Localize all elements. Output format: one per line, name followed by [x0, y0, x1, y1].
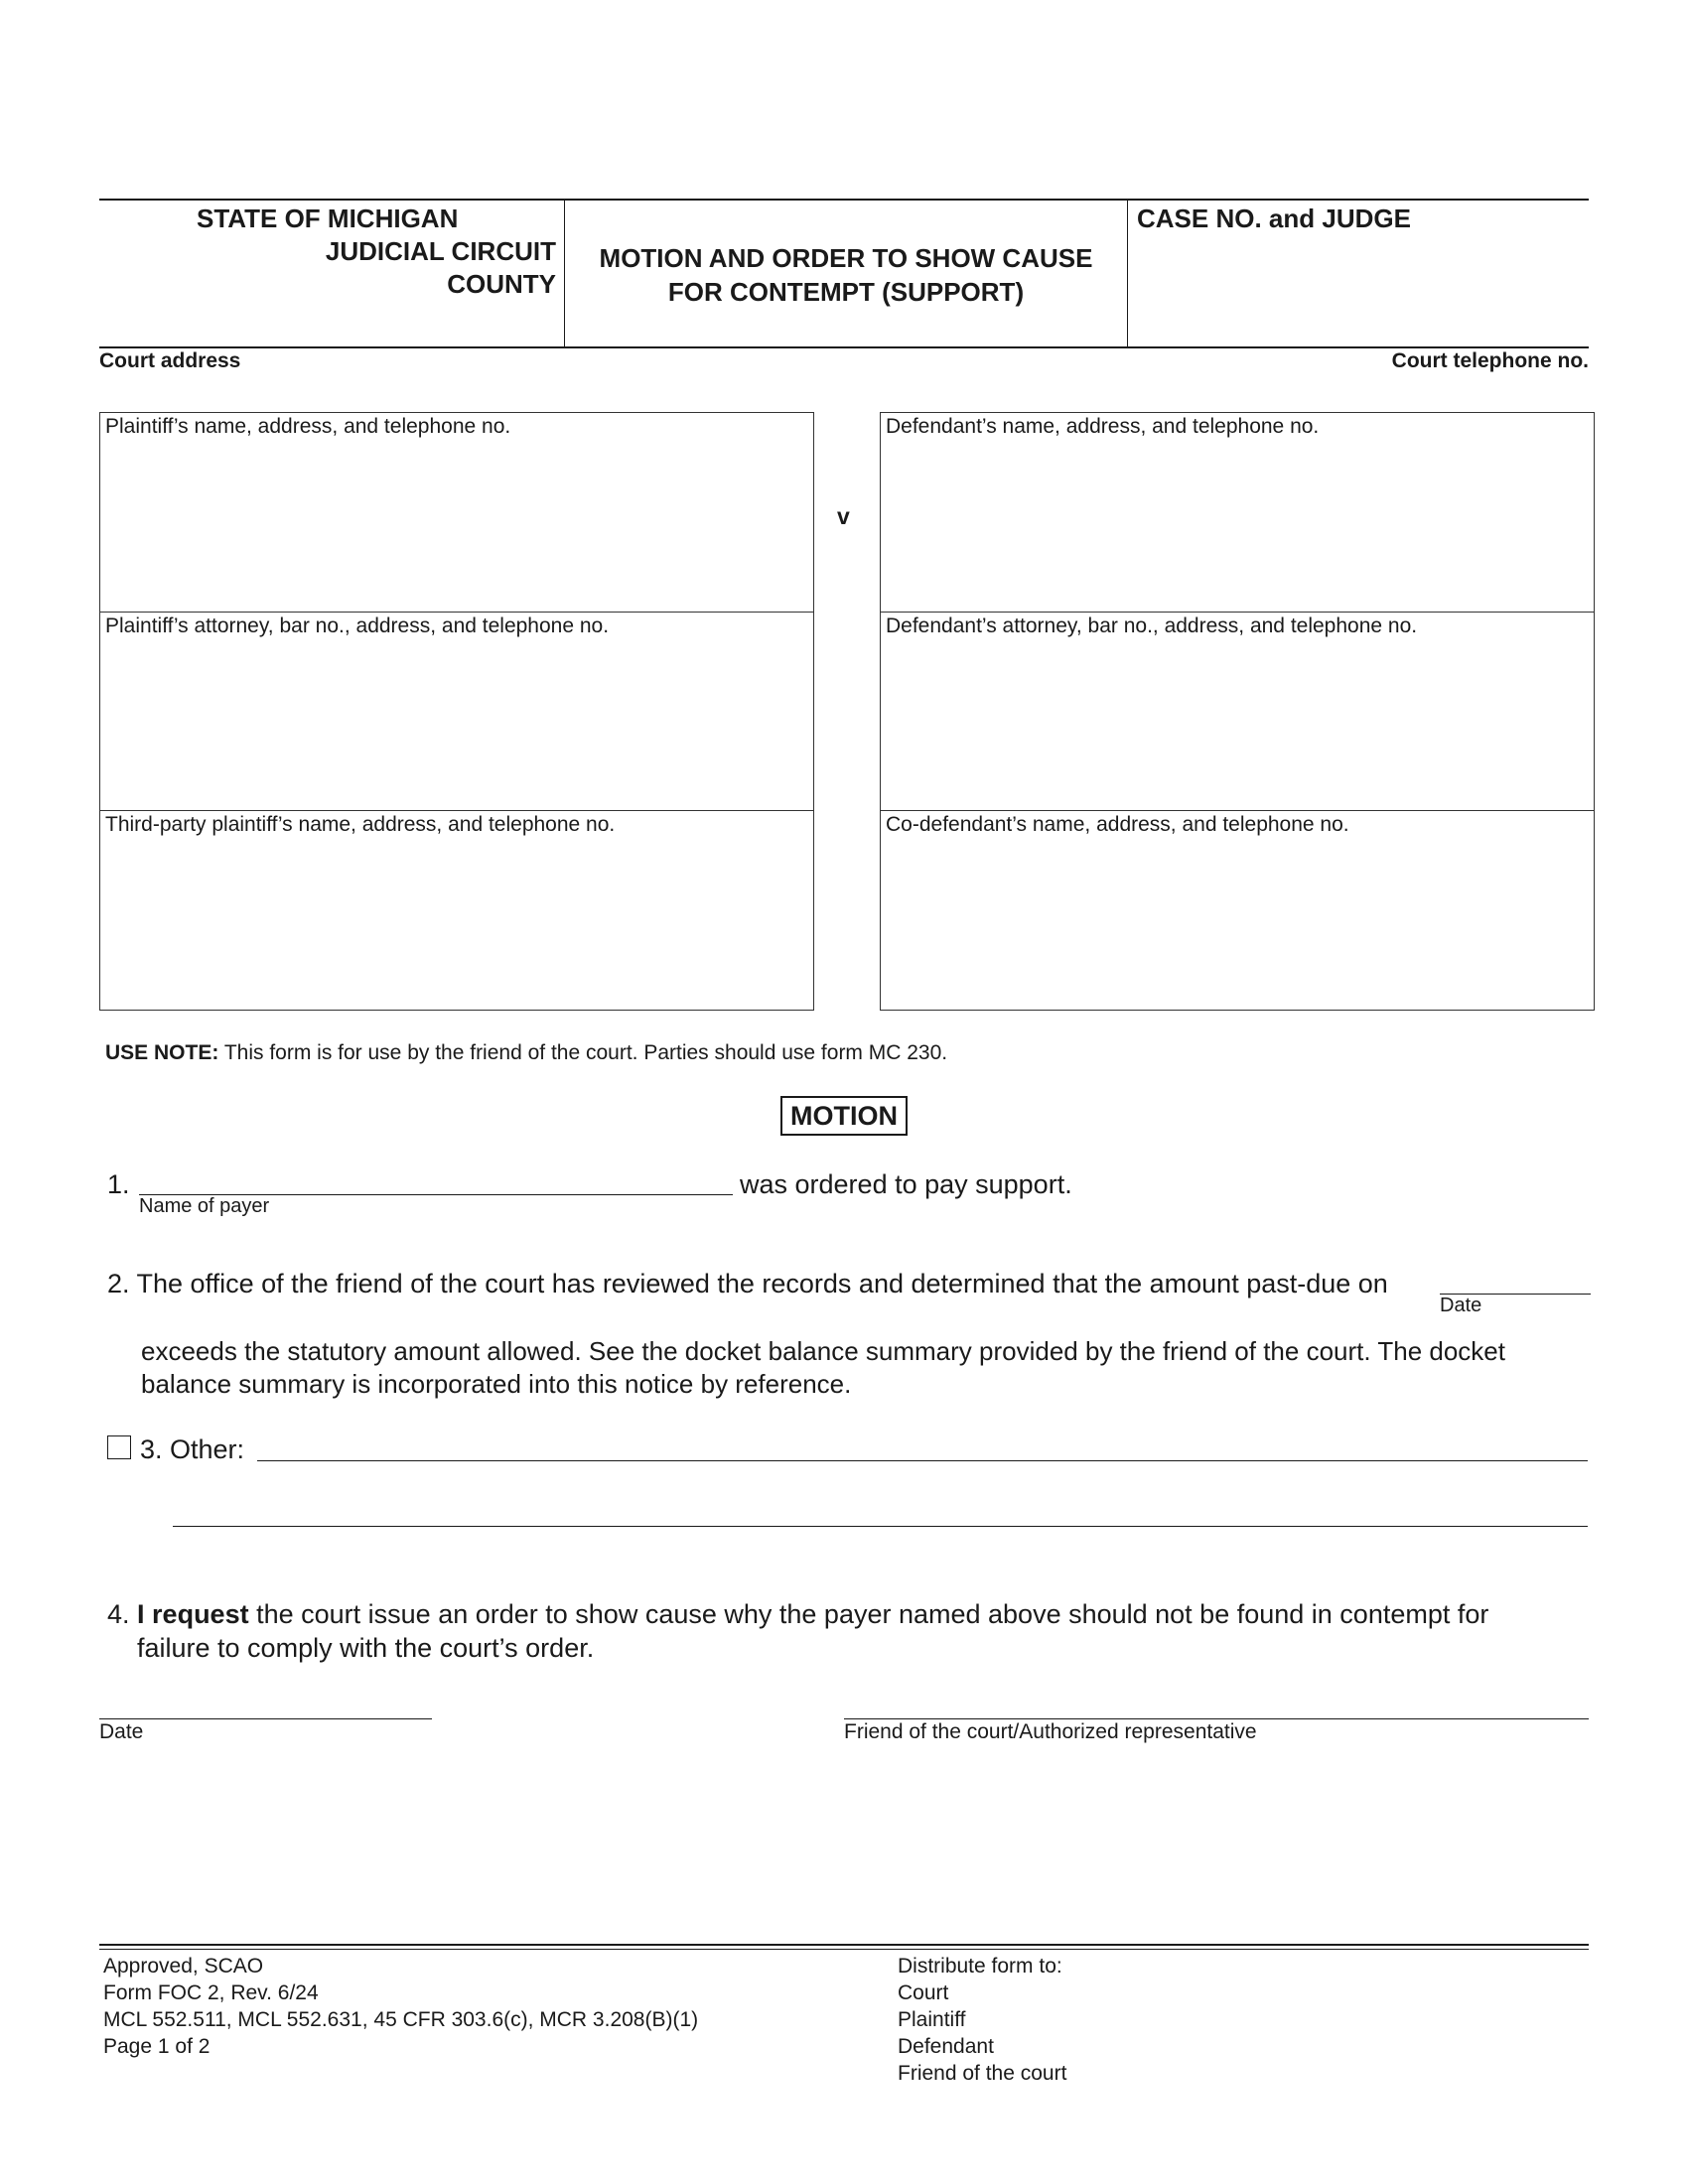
state-label: STATE OF MICHIGAN — [197, 204, 459, 233]
county-label: COUNTY — [447, 269, 556, 299]
court-address-label: Court address — [99, 349, 241, 372]
use-note-text: This form is for use by the friend of the court. Parties should use form MC 230. — [223, 1041, 948, 1064]
third-party-plaintiff-box[interactable] — [99, 810, 814, 1011]
footer-statutes: MCL 552.511, MCL 552.631, 45 CFR 303.6(c), MCR 3.208(B)(1) — [103, 2008, 699, 2031]
distribute-item: Plaintiff — [898, 2008, 966, 2031]
item4-bold: I request — [137, 1599, 249, 1629]
item3-text: 3. Other: — [140, 1434, 245, 1464]
defendant-attorney-box[interactable] — [880, 612, 1595, 811]
item4-number: 4. — [107, 1599, 130, 1629]
form-title — [565, 241, 1127, 309]
distribute-item: Court — [898, 1981, 949, 2004]
defendant-attorney-label: Defendant’s attorney, bar no., address, and telephone no. — [886, 614, 1418, 637]
other-field-line2[interactable] — [173, 1526, 1588, 1527]
item1-text: was ordered to pay support. — [740, 1169, 1072, 1199]
other-field-line1[interactable] — [257, 1460, 1588, 1461]
header-top-rule — [99, 199, 1589, 201]
case-number-label: CASE NO. and JUDGE — [1137, 204, 1411, 233]
motion-heading: MOTION — [780, 1096, 908, 1136]
payer-name-caption: Name of payer — [139, 1195, 270, 1217]
footer-page-number: Page 1 of 2 — [103, 2035, 211, 2058]
codefendant-box[interactable] — [880, 810, 1595, 1011]
distribute-item: Friend of the court — [898, 2062, 1067, 2085]
signature-label: Friend of the court/Authorized representative — [844, 1720, 1257, 1743]
defendant-label: Defendant’s name, address, and telephone no. — [886, 415, 1320, 438]
plaintiff-box[interactable] — [99, 412, 814, 613]
plaintiff-attorney-box[interactable] — [99, 612, 814, 811]
plaintiff-attorney-label: Plaintiff’s attorney, bar no., address, and telephone no. — [105, 614, 610, 637]
distribute-item: Defendant — [898, 2035, 994, 2058]
plaintiff-label: Plaintiff’s name, address, and telephone no. — [105, 415, 511, 438]
item4-line2: failure to comply with the court’s order. — [137, 1633, 595, 1663]
signature-date-label: Date — [99, 1720, 144, 1743]
footer-left — [103, 1953, 698, 2060]
item2-text: 2. The office of the friend of the court has reviewed the records and determined that the amount past-due on — [107, 1269, 1388, 1298]
form-title-line2: FOR CONTEMPT (SUPPORT) — [667, 277, 1025, 307]
header-bottom-rule — [99, 346, 1589, 348]
form-title-line1: MOTION AND ORDER TO SHOW CAUSE — [599, 243, 1093, 273]
use-note — [105, 1041, 947, 1065]
footer-rule-top — [99, 1944, 1589, 1946]
defendant-box[interactable] — [880, 412, 1595, 613]
item1-number: 1. — [107, 1169, 130, 1199]
codefendant-label: Co-defendant’s name, address, and telephone no. — [886, 813, 1349, 836]
item4-body: the court issue an order to show cause why the payer named above should not be found in contempt for — [256, 1599, 1489, 1629]
other-checkbox[interactable] — [107, 1435, 131, 1459]
distribute-label: Distribute form to: — [898, 1955, 1062, 1978]
item2-line2: balance summary is incorporated into this notice by reference. — [141, 1369, 852, 1399]
signature-field[interactable] — [844, 1718, 1589, 1719]
versus-label: v — [837, 503, 850, 529]
use-note-label: USE NOTE: — [105, 1041, 219, 1064]
footer-rule-bottom — [99, 1949, 1589, 1950]
signature-date-field[interactable] — [99, 1718, 432, 1719]
footer-approved: Approved, SCAO — [103, 1955, 264, 1978]
item4-text — [107, 1597, 1488, 1631]
third-party-plaintiff-label: Third-party plaintiff’s name, address, and telephone no. — [105, 813, 616, 836]
item2-line1: exceeds the statutory amount allowed. See the docket balance summary provided by the friend of the court. The docket — [141, 1336, 1505, 1366]
circuit-label: JUDICIAL CIRCUIT — [325, 236, 556, 266]
past-due-date-caption: Date — [1440, 1295, 1482, 1316]
court-phone-label: Court telephone no. — [1391, 349, 1589, 372]
header-divider-right — [1127, 200, 1128, 347]
footer-distribution — [898, 1953, 1066, 2087]
footer-form-number: Form FOC 2, Rev. 6/24 — [103, 1981, 319, 2004]
case-number-field[interactable] — [1132, 243, 1584, 341]
